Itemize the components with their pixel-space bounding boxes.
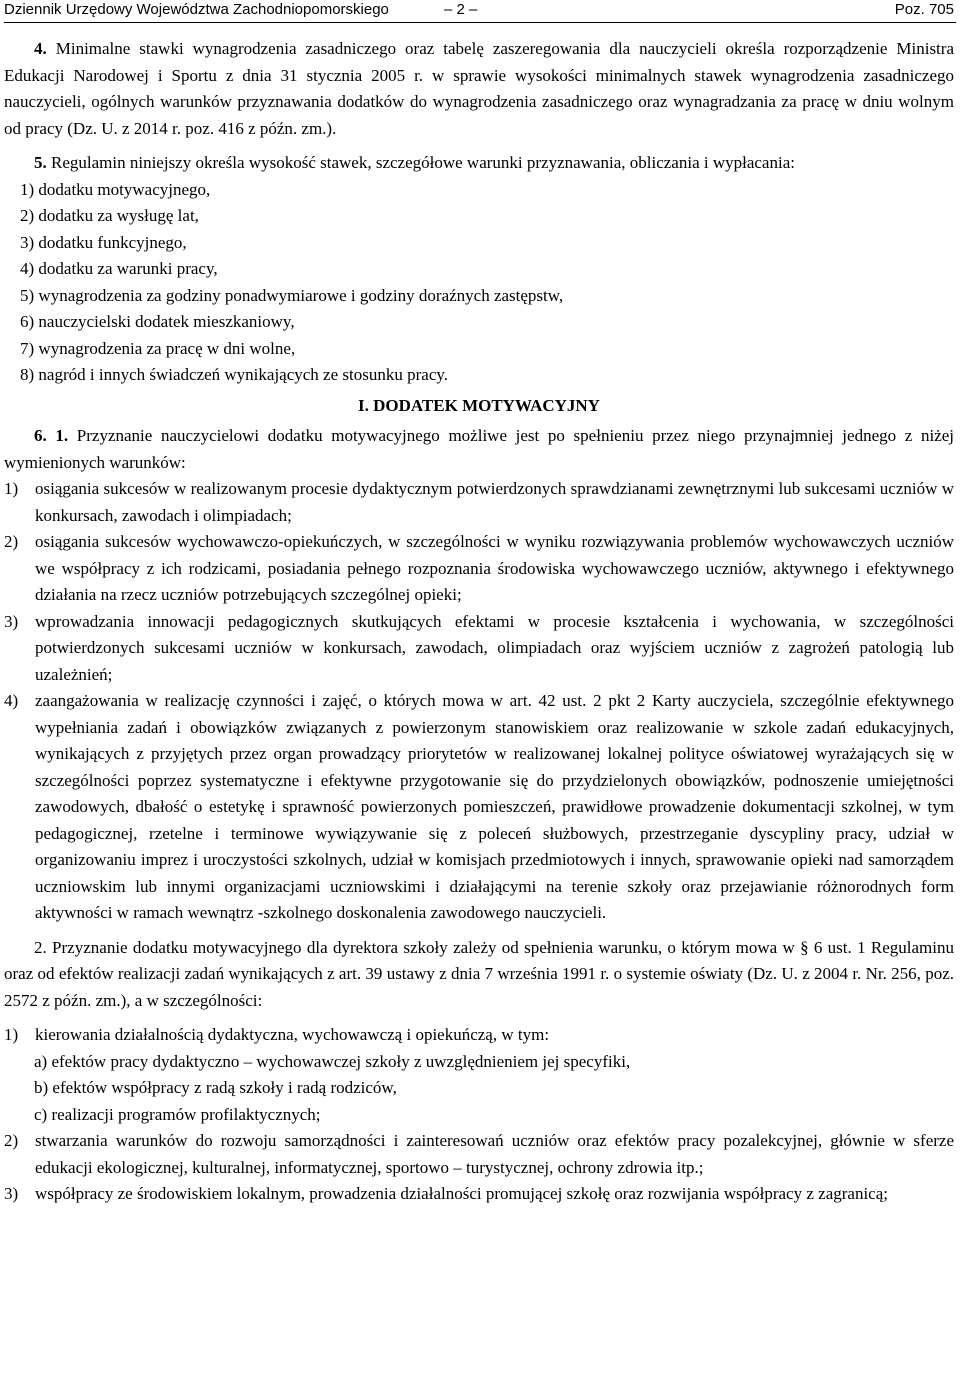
- list-item: [4, 529, 954, 609]
- list-item-label: 1): [4, 479, 19, 498]
- list-item: 8) nagród i innych świadczeń wynikających ze stosunku pracy.: [20, 365, 449, 384]
- list-item-text: wprowadzania innowacji pedagogicznych skutkujących efektami w procesie kształcenia i wychowania, w szczególności potwierdzonych sukcesami uczniów w konkursach, zawodach, olimpiadach oraz wyjściem uczniów z zagrożeń patologią lub uzależnień;: [35, 611, 954, 684]
- list-item-label: 2): [4, 1131, 19, 1150]
- document-body: [4, 36, 954, 1208]
- paragraph-4: [4, 36, 954, 142]
- list-item: [4, 1128, 954, 1181]
- page-header: [4, 0, 954, 22]
- list-item-text: zaangażowania w realizację czynności i zajęć, o których mowa w art. 42 ust. 2 pkt 2 Karty auczyciela, szczególnie efektywnego wypełniania zadań i obowiązków związanych z powierzonym stanowiskiem oraz realizowanie w szkole zadań edukacyjnych, wynikających z przyjętych przez organ prowadzący priorytetów w realizowanej lokalnej polityce oświatowej wyrażających się w szczególności poprzez systematyczne i efektywne przygotowanie się do przydzielonych obowiązków, podnoszenie umiejętności zawodowych, dbałość o estetykę i sprawność powierzonych pomieszczeń, prawidłowe prowadzenie dokumentacji szkolnej, w tym pedagogicznej, rzetelne i terminowe wywiązywanie się z poleceń służbowych, przestrzeganie dyscypliny pracy, udział w organizowaniu imprez i uroczystości szkolnych, udział w komisjach przedmiotowych i innych, sprawowanie opieki nad samorządem uczniowskim lub innymi organizacjami uczniowskimi i działającymi na terenie szkoły oraz przejawianie różnorodnych form aktywności w ramach wewnątrz -szkolnego doskonalenia zawodowego nauczycieli.: [35, 691, 954, 922]
- list-item-label: 1): [4, 1025, 19, 1044]
- list-item-label: 3): [4, 611, 19, 631]
- list-item-label: 2): [4, 532, 19, 551]
- list-item: [4, 1022, 954, 1049]
- list-item-label: 3): [4, 1184, 19, 1203]
- page-number: – 2 –: [444, 1, 478, 18]
- paragraph-5: [4, 150, 954, 177]
- paragraph-5-number: 5.: [34, 153, 47, 172]
- list-item: [4, 688, 954, 927]
- list-item: 4) dodatku za warunki pracy,: [20, 259, 218, 278]
- section-heading: I. DODATEK MOTYWACYJNY: [358, 395, 600, 415]
- list-item: [4, 609, 954, 689]
- paragraph-4-text: Minimalne stawki wynagrodzenia zasadniczego oraz tabelę zaszeregowania dla nauczycieli określa rozporządzenie Ministra Edukacji Narodowej i Sportu z dnia 31 stycznia 2005 r. w sprawie wysokości minimalnych stawek wynagrodzenia zasadniczego nauczycieli, ogólnych warunków przyznawania dodatków do wynagrodzenia zasadniczego oraz wynagradzania za pracę w dniu wolnym od pracy (Dz. U. z 2014 r. poz. 416 z późn. zm.).: [4, 39, 954, 138]
- paragraph-6-text: Przyznanie nauczycielowi dodatku motywacyjnego możliwe jest po spełnieniu przez niego przynajmniej jednego z niżej wymienionych warunków:: [4, 426, 955, 472]
- paragraph-6-number: 6. 1.: [34, 426, 69, 445]
- paragraph-6-2: 2. Przyznanie dodatku motywacyjnego dla dyrektora szkoły zależy od spełnienia warunku, o którym mowa w § 6 ust. 1 Regulaminu oraz od efektów realizacji zadań wynikających z art. 39 ustawy z dnia 7 września 1991 r. o systemie oświaty (Dz. U. z 2004 r. Nr. 256, poz. 2572 z późn. zm.), a w szczególności:: [4, 937, 954, 1010]
- list-item-text: stwarzania warunków do rozwoju samorządności i zainteresowań uczniów oraz efektów pracy pozalekcyjnej, głównie w sferze edukacji ekologicznej, kulturalnej, informatycznej, sportowo – turystycznej, ochrony zdrowia itp.;: [35, 1131, 954, 1177]
- paragraph-5-text: Regulamin niniejszy określa wysokość stawek, szczegółowe warunki przyznawania, obliczania i wypłacania:: [46, 153, 795, 172]
- list-item: 1) dodatku motywacyjnego,: [20, 179, 211, 199]
- journal-title: Dziennik Urzędowy Województwa Zachodniopomorskiego: [4, 1, 389, 18]
- list-item: 6) nauczycielski dodatek mieszkaniowy,: [20, 312, 295, 331]
- list-item-text: osiągania sukcesów w realizowanym procesie dydaktycznym potwierdzonych sprawdzianami zewnętrznymi lub sukcesami uczniów w konkursach, zawodach i olimpiadach;: [35, 479, 954, 525]
- sub-list-item: b) efektów współpracy z radą szkoły i radą rodziców,: [34, 1078, 397, 1097]
- paragraph-5-list: [4, 177, 954, 389]
- header-rule: [4, 22, 956, 23]
- sub-list-item: a) efektów pracy dydaktyczno – wychowawczej szkoły z uwzględnieniem jej specyfiki,: [34, 1051, 631, 1071]
- sub-list: [4, 1049, 954, 1129]
- list-item: 2) dodatku za wysługę lat,: [20, 206, 199, 225]
- list-item-text: osiągania sukcesów wychowawczo-opiekuńczych, w szczególności w wyniku rozwiązywania problemów wychowawczych uczniów we współpracy z ich rodzicami, posiadania pełnego rozpoznania środowiska wychowawczego uczniów, aktywnego i efektywnego działania na rzecz uczniów potrzebujących szczególnej opieki;: [35, 532, 954, 604]
- list-item: 3) dodatku funkcyjnego,: [20, 232, 187, 252]
- list-item: 5) wynagrodzenia za godziny ponadwymiarowe i godziny doraźnych zastępstw,: [20, 285, 564, 305]
- list-item: [4, 1181, 954, 1208]
- paragraph-6: [4, 423, 954, 476]
- sub-list-item: c) realizacji programów profilaktycznych;: [34, 1104, 321, 1124]
- list-item: 7) wynagrodzenia za pracę w dni wolne,: [20, 338, 296, 358]
- list-item: [4, 476, 954, 529]
- list-item-text: kierowania działalnością dydaktyczna, wychowawczą i opiekuńczą, w tym:: [35, 1025, 550, 1044]
- position-number: Poz. 705: [894, 1, 954, 18]
- list-item-text: współpracy ze środowiskiem lokalnym, prowadzenia działalności promującej szkołę oraz rozwijania współpracy z zagranicą;: [35, 1184, 888, 1203]
- list-item-label: 4): [4, 691, 19, 710]
- paragraph-4-number: 4.: [34, 39, 47, 58]
